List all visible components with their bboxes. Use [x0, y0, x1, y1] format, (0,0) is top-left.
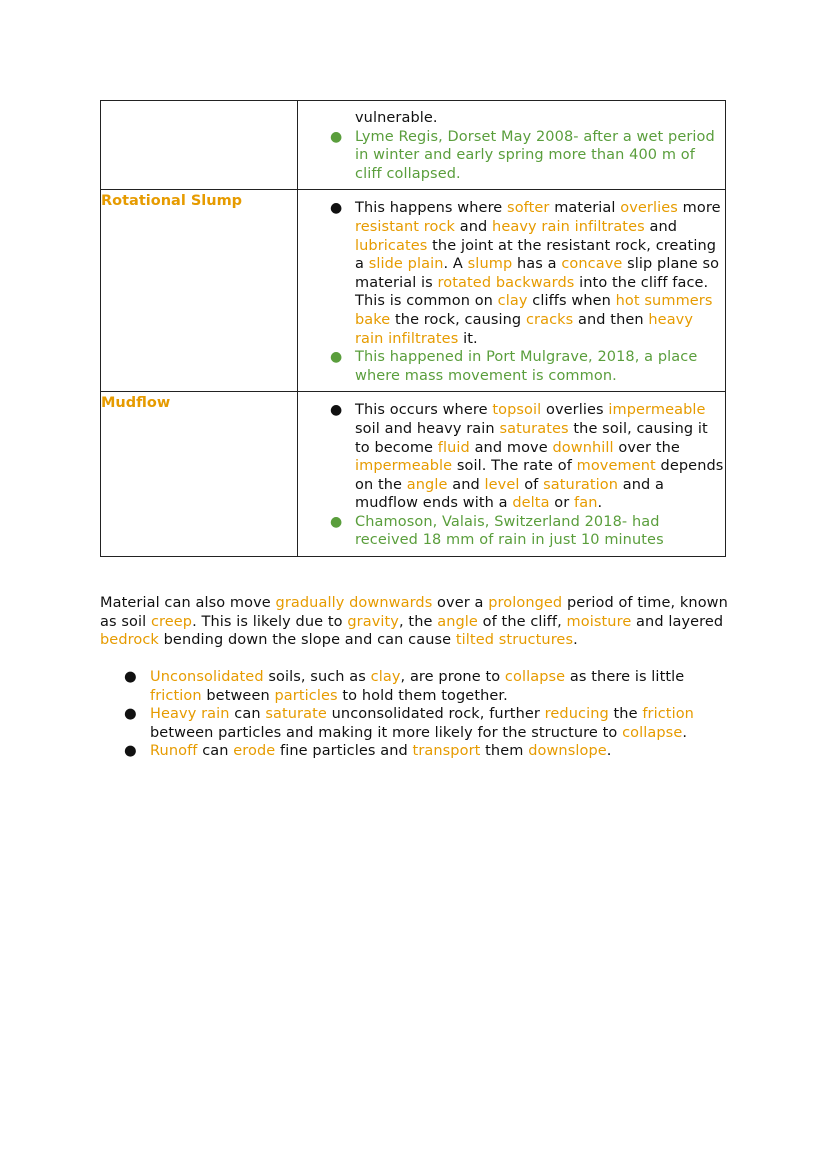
text-segment: and layered	[631, 613, 724, 630]
text-segment: slip plane so material is	[355, 256, 720, 291]
text-segment: unconsolidated rock, further	[326, 706, 545, 723]
text-segment: them	[480, 743, 529, 760]
key-term: heavy rain infiltrates	[492, 218, 645, 235]
list-item	[100, 742, 730, 761]
key-term: friction	[642, 706, 694, 723]
key-term: tilted structures	[455, 632, 574, 649]
text-segment: .	[597, 495, 603, 512]
bullet-icon: ●	[124, 669, 137, 685]
key-term: resistant rock	[355, 218, 456, 235]
text-segment: the joint at the resistant rock, creating a	[355, 237, 717, 273]
text-segment: over the	[613, 439, 680, 456]
key-term: lubricates	[355, 237, 428, 254]
key-term: cracks	[525, 311, 574, 328]
soil-creep-paragraph	[100, 594, 730, 650]
text-segment: and move	[469, 439, 553, 456]
text-segment: and	[447, 476, 485, 493]
list-item	[100, 705, 730, 742]
bullet-icon: ●	[124, 743, 137, 760]
list-item	[100, 668, 730, 705]
text-segment: and	[644, 218, 678, 235]
text-segment: can	[229, 706, 266, 723]
text-segment: has a	[512, 256, 562, 273]
mass-movement-table	[100, 100, 726, 557]
key-term: saturates	[499, 420, 569, 437]
text-segment: material	[549, 200, 621, 217]
bullet-icon: ●	[330, 128, 343, 145]
key-term: slide plain	[368, 256, 444, 273]
key-term: impermeable	[608, 402, 706, 419]
text-segment: of	[519, 476, 544, 493]
key-term: angle	[406, 476, 448, 493]
key-term: clay	[497, 293, 528, 310]
table-row	[101, 101, 726, 190]
example-text: This happened in Port Mulgrave, 2018, a place where mass movement is common.	[355, 349, 698, 384]
key-term: fan	[574, 495, 598, 512]
key-term: prolonged	[488, 595, 563, 611]
text-segment: soil and heavy rain	[355, 420, 500, 437]
bullet-icon: ●	[330, 200, 343, 217]
bullet-icon: ●	[330, 513, 343, 530]
table-row	[101, 392, 726, 557]
example-text: Lyme Regis, Dorset May 2008- after a wet period in winter and early spring more than 400 m of cliff collapsed.	[355, 128, 715, 182]
key-term: transport	[412, 743, 481, 760]
text-segment: , the	[398, 613, 438, 630]
key-term: impermeable	[355, 458, 453, 475]
key-term: Runoff	[150, 743, 198, 760]
key-term: downslope	[528, 743, 607, 760]
key-term: creep	[150, 613, 193, 630]
key-term: concave	[561, 256, 623, 273]
description-cell	[298, 101, 726, 190]
text-segment: to hold them together.	[337, 687, 508, 704]
key-term: collapse	[504, 669, 566, 685]
bullet-icon: ●	[124, 706, 137, 723]
text-segment: soil. The rate of	[452, 458, 577, 475]
example-item	[298, 128, 725, 184]
text-segment: . A	[443, 256, 468, 273]
key-term: gravity	[347, 613, 399, 630]
key-term: saturation	[543, 476, 619, 493]
key-term: overlies	[620, 200, 678, 217]
text-segment: it.	[458, 330, 478, 347]
key-term: saturate	[265, 706, 327, 723]
text-segment: the	[608, 706, 643, 723]
key-term: hot summers bake	[355, 293, 713, 328]
text-segment: soils, such as	[263, 669, 371, 685]
key-term: moisture	[566, 613, 632, 630]
text-segment: depends on the	[355, 458, 724, 493]
text-segment: .	[606, 743, 612, 760]
text-segment: bending down the slope and can cause	[158, 632, 456, 649]
text-segment: period of time, known as soil	[100, 595, 728, 630]
text-segment: can	[197, 743, 234, 760]
key-term: slump	[467, 256, 513, 273]
key-term: particles	[274, 687, 338, 704]
text-segment: of the cliff,	[477, 613, 567, 630]
example-text: Chamoson, Valais, Switzerland 2018- had received 18 mm of rain in just 10 minutes	[355, 513, 664, 549]
key-term: Unconsolidated	[150, 669, 264, 685]
text-segment: as there is little	[565, 669, 685, 685]
text-segment: and then	[573, 311, 649, 328]
key-term: erode	[233, 743, 276, 760]
bullet-icon: ●	[330, 349, 343, 366]
description-item	[298, 199, 725, 348]
text-segment: over a	[432, 595, 489, 611]
key-term: reducing	[544, 706, 609, 723]
example-item	[298, 513, 725, 550]
bullet-icon: ●	[330, 402, 343, 419]
description-item	[298, 109, 725, 128]
key-term: topsoil	[492, 402, 542, 419]
example-item	[298, 348, 725, 385]
description-cell	[298, 190, 726, 392]
text-segment: more	[677, 200, 721, 217]
text-segment: .	[573, 632, 578, 649]
text-segment: overlies	[541, 402, 609, 419]
key-term: fluid	[437, 439, 470, 456]
key-term: delta	[512, 495, 550, 512]
key-term: friction	[150, 687, 202, 704]
text-segment: .	[682, 724, 688, 741]
key-term: clay	[370, 669, 401, 685]
key-term: downhill	[552, 439, 614, 456]
text-segment: the rock, causing	[390, 311, 526, 328]
text-segment: into the cliff face. This is common on	[355, 274, 709, 310]
text-segment: , are prone to	[400, 669, 505, 685]
term-cell	[101, 190, 298, 392]
description-cell	[298, 392, 726, 557]
text-segment: cliffs when	[527, 293, 616, 310]
key-term: heavy rain infiltrates	[355, 311, 694, 347]
text-segment: . This is likely due to	[192, 613, 348, 630]
text-segment: between	[201, 687, 275, 704]
key-term: rotated backwards	[437, 274, 575, 291]
factors-bullet-list	[100, 668, 730, 761]
text-segment: the soil, causing it to become	[355, 420, 708, 456]
text-segment: This occurs where	[355, 402, 493, 419]
key-term: collapse	[622, 724, 683, 741]
key-term: gradually downwards	[275, 595, 433, 611]
key-term: angle	[437, 613, 478, 630]
text-segment: between particles and making it more likely for the structure to	[150, 724, 623, 741]
term-cell	[101, 101, 298, 190]
text-segment: Material can also move	[100, 595, 276, 611]
key-term: softer	[507, 200, 550, 217]
term-label: Rotational Slump	[101, 193, 243, 210]
key-term: level	[484, 476, 520, 493]
key-term: Heavy rain	[150, 706, 230, 723]
text-segment: or	[549, 495, 575, 512]
term-cell	[101, 392, 298, 557]
description-item	[298, 401, 725, 513]
text-segment: vulnerable.	[355, 110, 438, 126]
text-segment: and a mudflow ends with a	[355, 476, 665, 512]
key-term: bedrock	[100, 632, 159, 649]
text-segment: and	[455, 218, 493, 235]
table-row	[101, 190, 726, 392]
text-segment: fine particles and	[275, 743, 413, 760]
text-segment: This happens where	[355, 200, 508, 217]
key-term: movement	[576, 458, 656, 475]
term-label: Mudflow	[101, 395, 171, 412]
